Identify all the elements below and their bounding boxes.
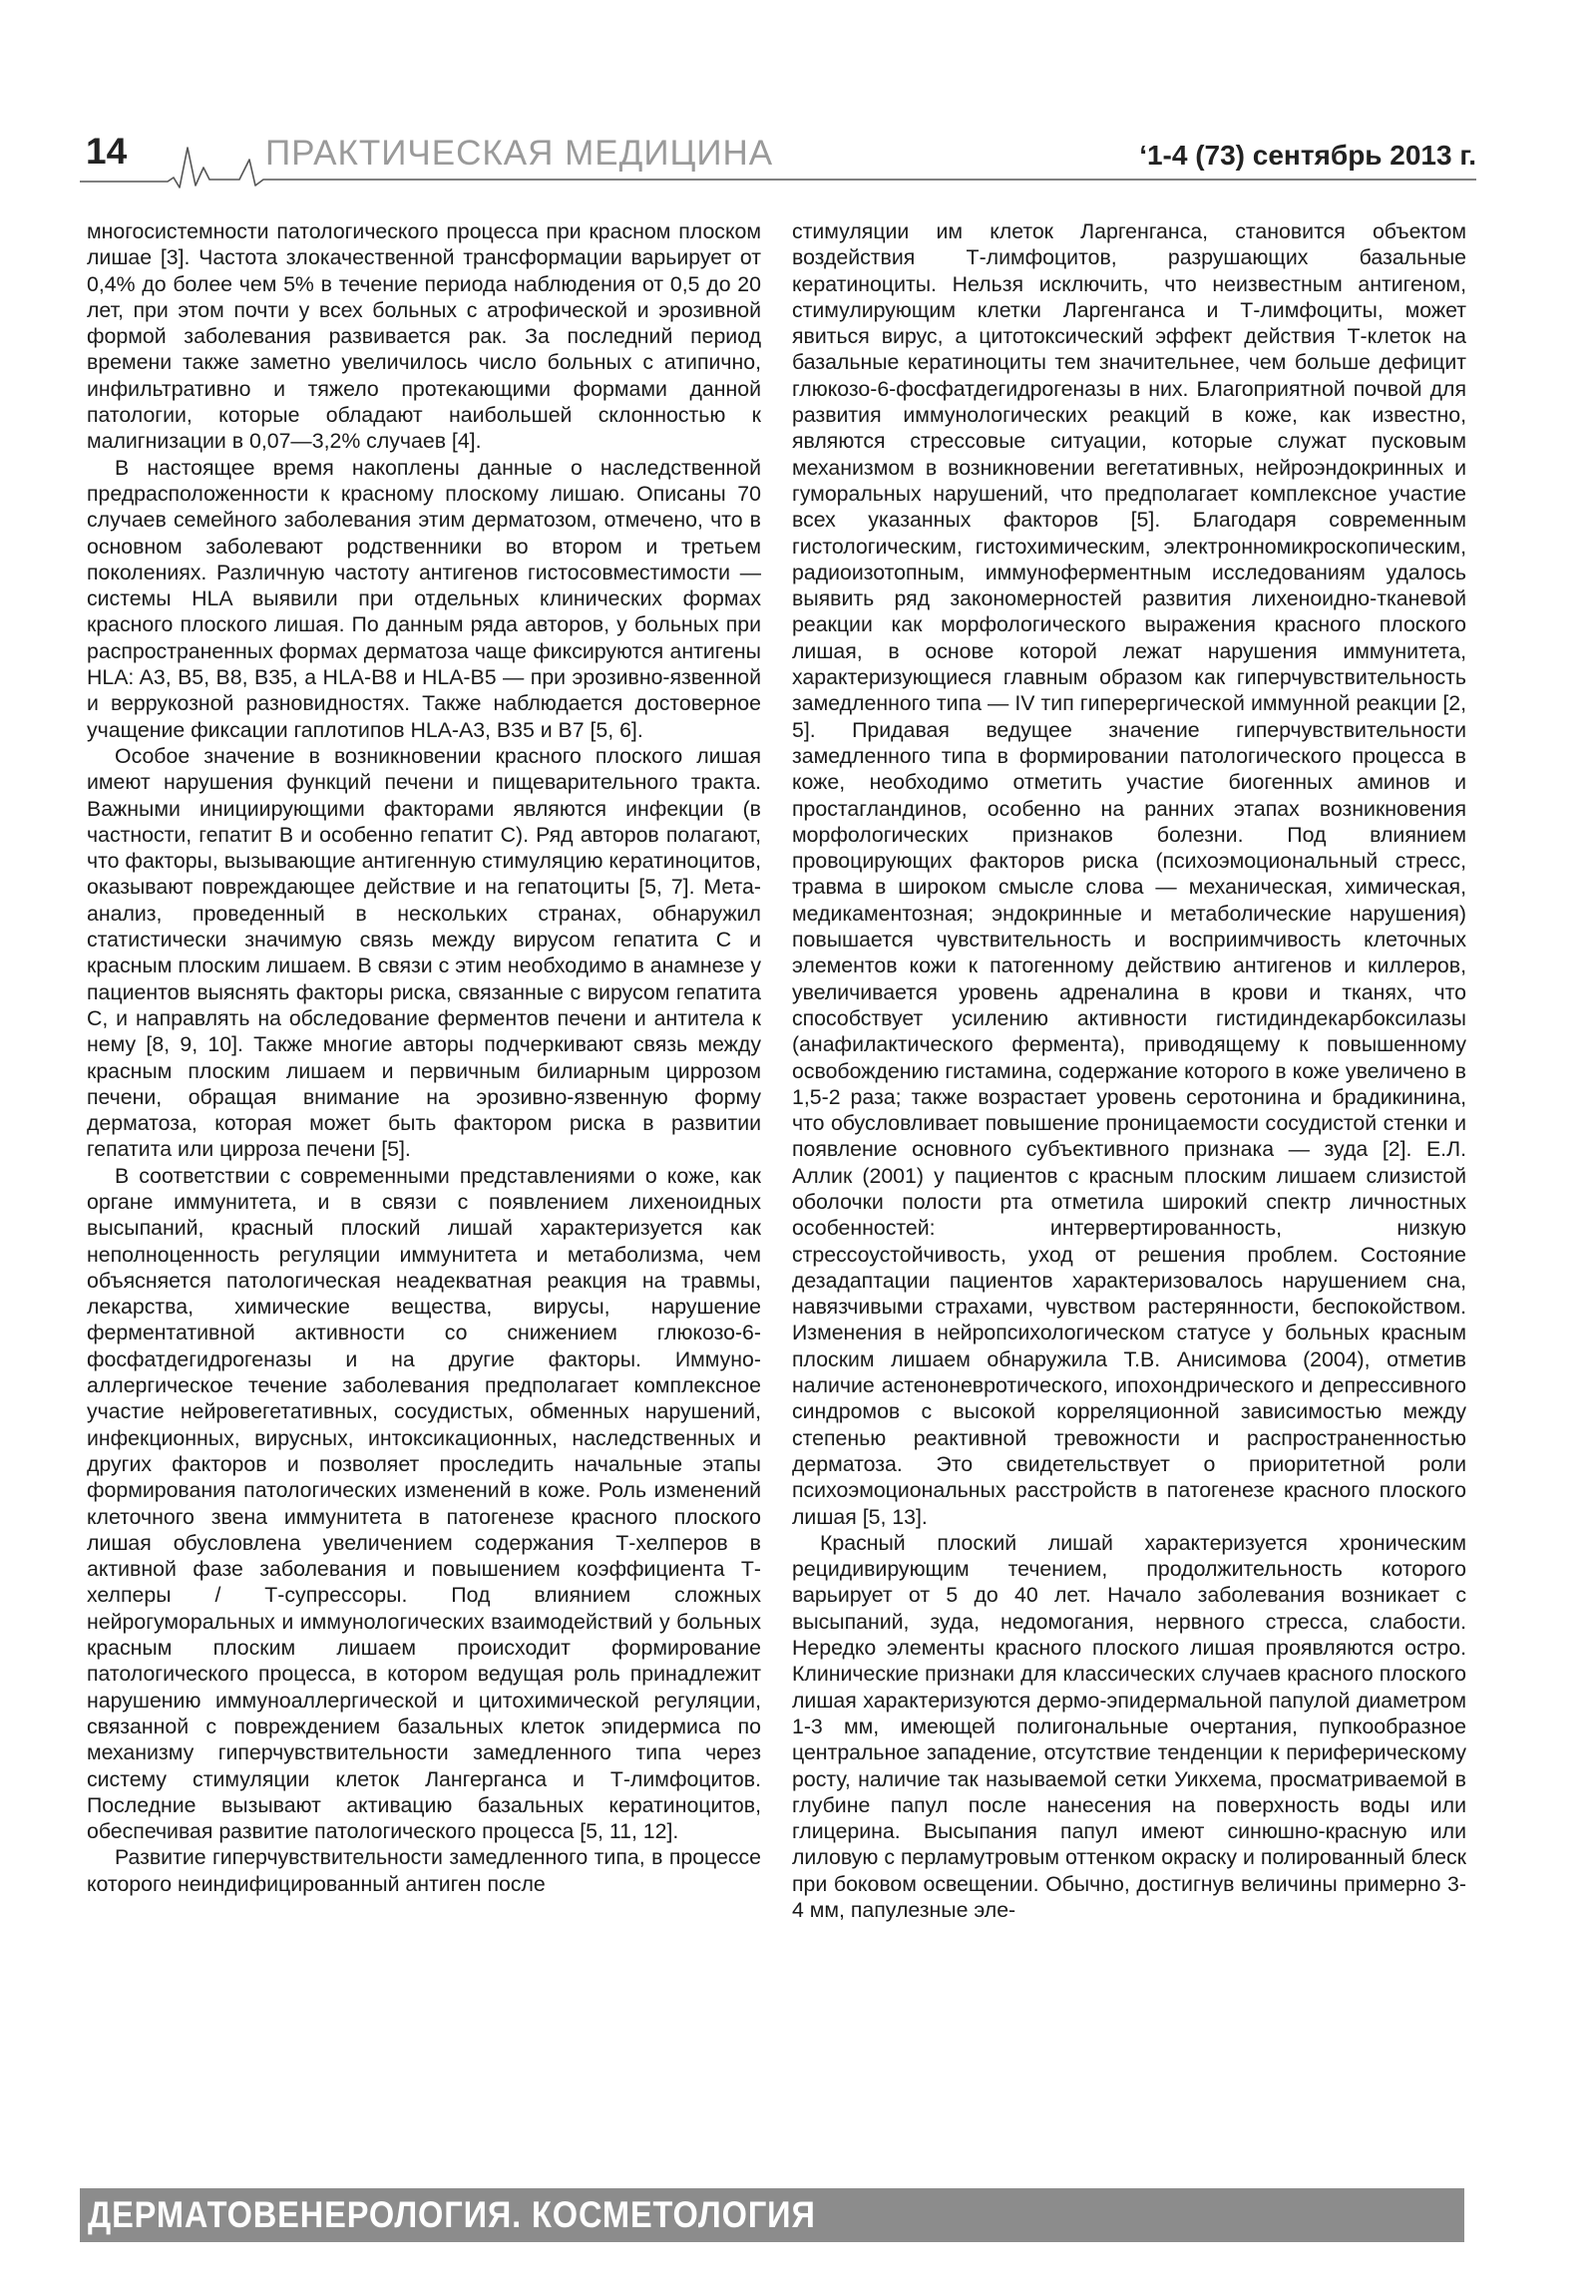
paragraph: Развитие гиперчувствительности замедленного типа, в процессе которого неиндифицированный антиген после xyxy=(87,1845,761,1896)
left-column xyxy=(87,218,761,2099)
right-column xyxy=(792,218,1466,2099)
paragraph: стимуляции им клеток Ларгенганса, становится объектом воздействия Т-лимфоцитов, разрушающих базальные кератиноциты. Нельзя исключить, что неизвестным антигеном, стимулирующим клетки Ларгенганса и Т-лимфоциты, может явиться вирус, а цитотоксический эффект действия Т-клеток на базальные кератиноциты тем значительнее, чем больше дефицит глюкозо-6-фосфатдегидрогеназы в них. Благоприятной почвой для развития иммунологических реакций в коже, как известно, являются стрессовые ситуации, которые служат пусковым механизмом в возникновении вегетативных, нейроэндокринных и гуморальных нарушений, что предполагает комплексное участие всех указанных факторов [5]. Благодаря современным гистологическим, гистохимическим, электронномикроскопическим, радиоизотопным, иммуноферментным исследованиям удалось выявить ряд закономерностей развития лихеноидно-тканевой реакции как морфологического выражения красного плоского лишая, в основе которой лежат нарушения иммунитета, характеризующиеся главным образом как гиперчувствительность замедленного типа — IV тип гиперергической иммунной реакции [2, 5]. Придавая ведущее значение гиперчувствительности замедленного типа в формировании патологического процесса в коже, необходимо отметить участие биогенных аминов и простагландинов, особенно на ранних этапах возникновения морфологических признаков болезни. Под влиянием провоцирующих факторов риска (психоэмоциональный стресс, травма в широком смысле слова — механическая, химическая, медикаментозная; эндокринные и метаболические нарушения) повышается чувствительность и восприимчивость клеточных элементов кожи к патогенному действию антигенов и киллеров, увеличивается уровень адреналина в крови и тканях, что способствует усилению активности гистидиндекарбоксилазы (анафилактического фермента), приводящему к повышенному освобождению гистамина, содержание которого в коже увеличено в 1,5-2 раза; также возрастает уровень серотонина и брадикинина, что обусловливает повышение проницаемости сосудистой стенки и появление основного субъективного признака — зуда [2]. Е.Л. Аллик (2001) у пациентов с красным плоским лишаем слизистой оболочки полости рта отметила широкий спектр личностных особенностей: интервертированность, низкую стрессоустойчивость, уход от решения проблем. Состояние дезадаптации пациентов характеризовалось нарушением сна, навязчивыми страхами, чувством растерянности, беспокойством. Изменения в нейропсихологическом статусе у больных красным плоским лишаем обнаружила Т.В. Анисимова (2004), отметив наличие астеноневротического, ипохондрического и депрессивного синдромов с высокой корреляционной зависимостью между степенью реактивной тревожности и распространенностью дерматоза. Это свидетельствует о приоритетной роли психоэмоциональных расстройств в патогенезе красного плоского лишая [5, 13]. xyxy=(792,219,1466,1529)
page-number: 14 xyxy=(86,131,128,172)
issue-info: ‘1-4 (73) сентябрь 2013 г. xyxy=(1139,140,1476,171)
paragraph: В соответствии с современными представлениями о коже, как органе иммунитета, и в связи с появлением лихеноидных высыпаний, красный плоский лишай характеризуется как неполноценность регуляции иммунитета и метаболизма, чем объясняется патологическая неадекватная реакция на травмы, лекарства, химические вещества, вирусы, нарушение ферментативной активности со снижением глюкозо-6-фосфатдегидрогеназы и на другие факторы. Иммуно-аллергическое течение заболевания предполагает комплексное участие нейровегетативных, сосудистых, обменных нарушений, инфекционных, вирусных, интоксикационных, наследственных и других факторов и позволяет проследить начальные этапы формирования патологических изменений в коже. Роль изменений клеточного звена иммунитета в патогенезе красного плоского лишая обусловлена увеличением содержания Т-хелперов в активной фазе заболевания и повышением коэффициента Т-хелперы / Т-супрессоры. Под влиянием сложных нейрогуморальных и иммунологических взаимодействий у больных красным плоским лишаем происходит формирование патологического процесса, в котором ведущая роль принадлежит нарушению иммуноаллергической и цитохимической регуляции, связанной с повреждением базальных клеток эпидермиса по механизму гиперчувствительности замедленного типа через систему стимуляции клеток Лангерганса и Т-лимфоцитов. Последние вызывают активацию базальных кератиноцитов, обеспечивая развитие патологического процесса [5, 11, 12]. xyxy=(87,1163,761,1844)
section-footer xyxy=(80,2188,1464,2242)
section-title: ДЕРМАТОВЕНЕРОЛОГИЯ. КОСМЕТОЛОГИЯ xyxy=(88,2194,816,2235)
paragraph: Красный плоский лишай характеризуется хроническим рецидивирующим течением, продолжительность которого варьирует от 5 до 40 лет. Начало заболевания возникает с высыпаний, зуда, недомогания, нервного стресса, слабости. Нередко элементы красного плоского лишая проявляются остро. Клинические признаки для классических случаев красного плоского лишая характеризуются дермо-эпидермальной папулой диаметром 1-3 мм, имеющей полигональные очертания, пупкообразное центральное западение, отсутствие тенденции к периферическому росту, наличие так называемой сетки Уикхема, просматриваемой в глубине папул после нанесения на поверхность воды или глицерина. Высыпания папул имеют синюшно-красную или лиловую с перламутровым оттенком окраску и полированный блеск при боковом освещении. Обычно, достигнув величины примерно 3-4 мм, папулезные эле- xyxy=(792,1530,1466,1922)
paragraph: многосистемности патологического процесса при красном плоском лишае [3]. Частота злокачественной трансформации варьирует от 0,4% до более чем 5% в течение периода наблюдения от 0,5 до 20 лет, при этом почти у всех больных с атрофической и эрозивной формой заболевания развивается рак. За последний период времени также заметно увеличилось число больных с атипично, инфильтративно и тяжело протекающими формами данной патологии, которые обладают наибольшей склонностью к малигнизации в 0,07—3,2% случаев [4]. xyxy=(87,219,761,454)
page-header xyxy=(80,130,1476,190)
paragraph: Особое значение в возникновении красного плоского лишая имеют нарушения функций печени и пищеварительного тракта. Важными инициирующими факторами являются инфекции (в частности, гепатит В и особенно гепатит С). Ряд авторов полагают, что факторы, вызывающие антигенную стимуляцию кератиноцитов, оказывают повреждающее действие и на гепатоциты [5, 7]. Мета-анализ, проведенный в нескольких странах, обнаружил статистически значимую связь между вирусом гепатита С и красным плоским лишаем. В связи с этим необходимо в анамнезе у пациентов выяснять факторы риска, связанные с вирусом гепатита С, и направлять на обследование ферментов печени и антитела к нему [8, 9, 10]. Также многие авторы подчеркивают связь между красным плоским лишаем и первичным билиарным циррозом печени, обращая внимание на эрозивно-язвенную форму дерматоза, которая может быть фактором риска в развитии гепатита или цирроза печени [5]. xyxy=(87,743,761,1162)
journal-title: ПРАКТИЧЕСКАЯ МЕДИЦИНА xyxy=(265,134,774,173)
article-body xyxy=(87,218,1466,2099)
paragraph: В настоящее время накоплены данные о наследственной предрасположенности к красному плоскому лишаю. Описаны 70 случаев семейного заболевания этим дерматозом, отмечено, что в основном заболевают родственники во втором и третьем поколениях. Различную частоту антигенов гистосовместимости — системы HLA выявили при отдельных клинических формах красного плоского лишая. По данным ряда авторов, у больных при распространенных формах дерматоза чаще фиксируются антигены HLA: A3, B5, B8, B35, а HLA-B8 и HLA-B5 — при эрозивно-язвенной и веррукозной разновидностях. Также наблюдается достоверное учащение фиксации гаплотипов HLA-A3, B35 и B7 [5, 6]. xyxy=(87,455,761,742)
